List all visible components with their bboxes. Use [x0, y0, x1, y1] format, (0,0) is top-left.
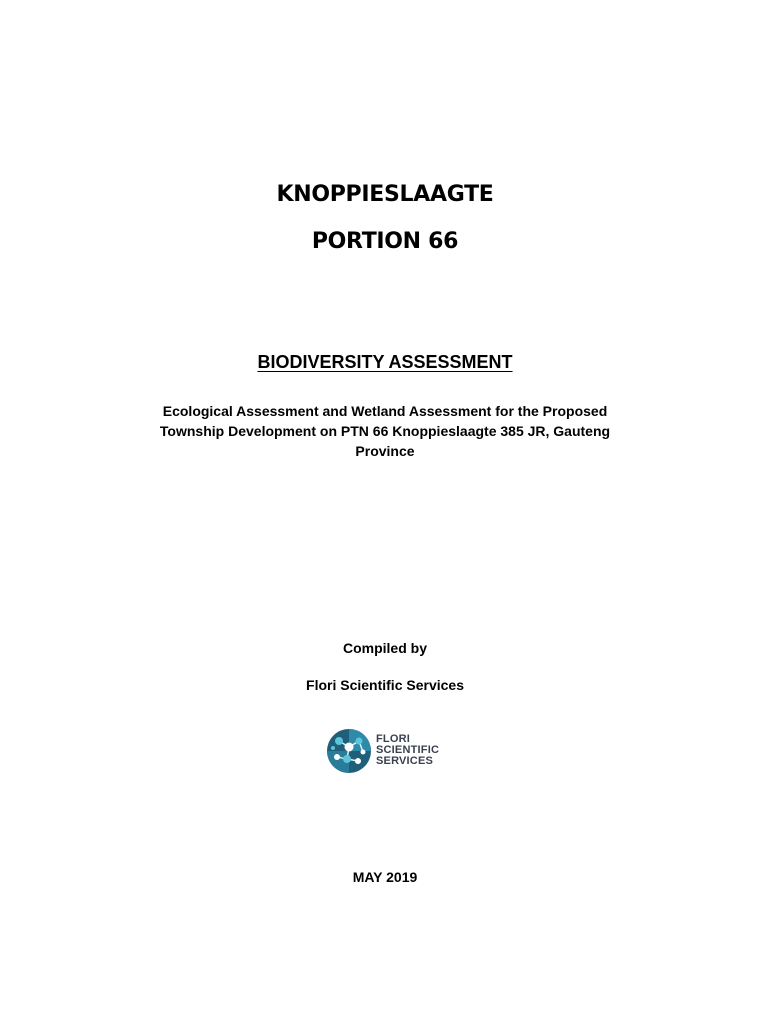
logo-text-line-3: SERVICES	[376, 755, 434, 767]
title-line-2: PORTION 66	[311, 229, 459, 254]
compiler-name: Flori Scientific Services	[306, 677, 464, 693]
subtitle-line-2: Township Development on PTN 66 Knoppieslaagte 385 JR, Gauteng	[159, 423, 611, 439]
logo-text-line-2: SCIENTIFIC	[376, 744, 440, 756]
subtitle-line-3: Province	[355, 443, 415, 459]
logo-text-line-1: FLORI	[376, 733, 410, 745]
subtitle-line-1: Ecological Assessment and Wetland Assessment for the Proposed	[162, 403, 608, 419]
document-date: MAY 2019	[352, 869, 418, 885]
title-line-1: KNOPPIESLAAGTE	[276, 182, 494, 207]
company-logo	[325, 727, 445, 777]
molecule-globe-icon	[325, 727, 373, 775]
section-heading: BIODIVERSITY ASSESSMENT	[257, 352, 513, 372]
logo-wordmark	[376, 734, 439, 767]
compiled-by-label: Compiled by	[342, 640, 427, 656]
subtitle	[140, 401, 630, 461]
